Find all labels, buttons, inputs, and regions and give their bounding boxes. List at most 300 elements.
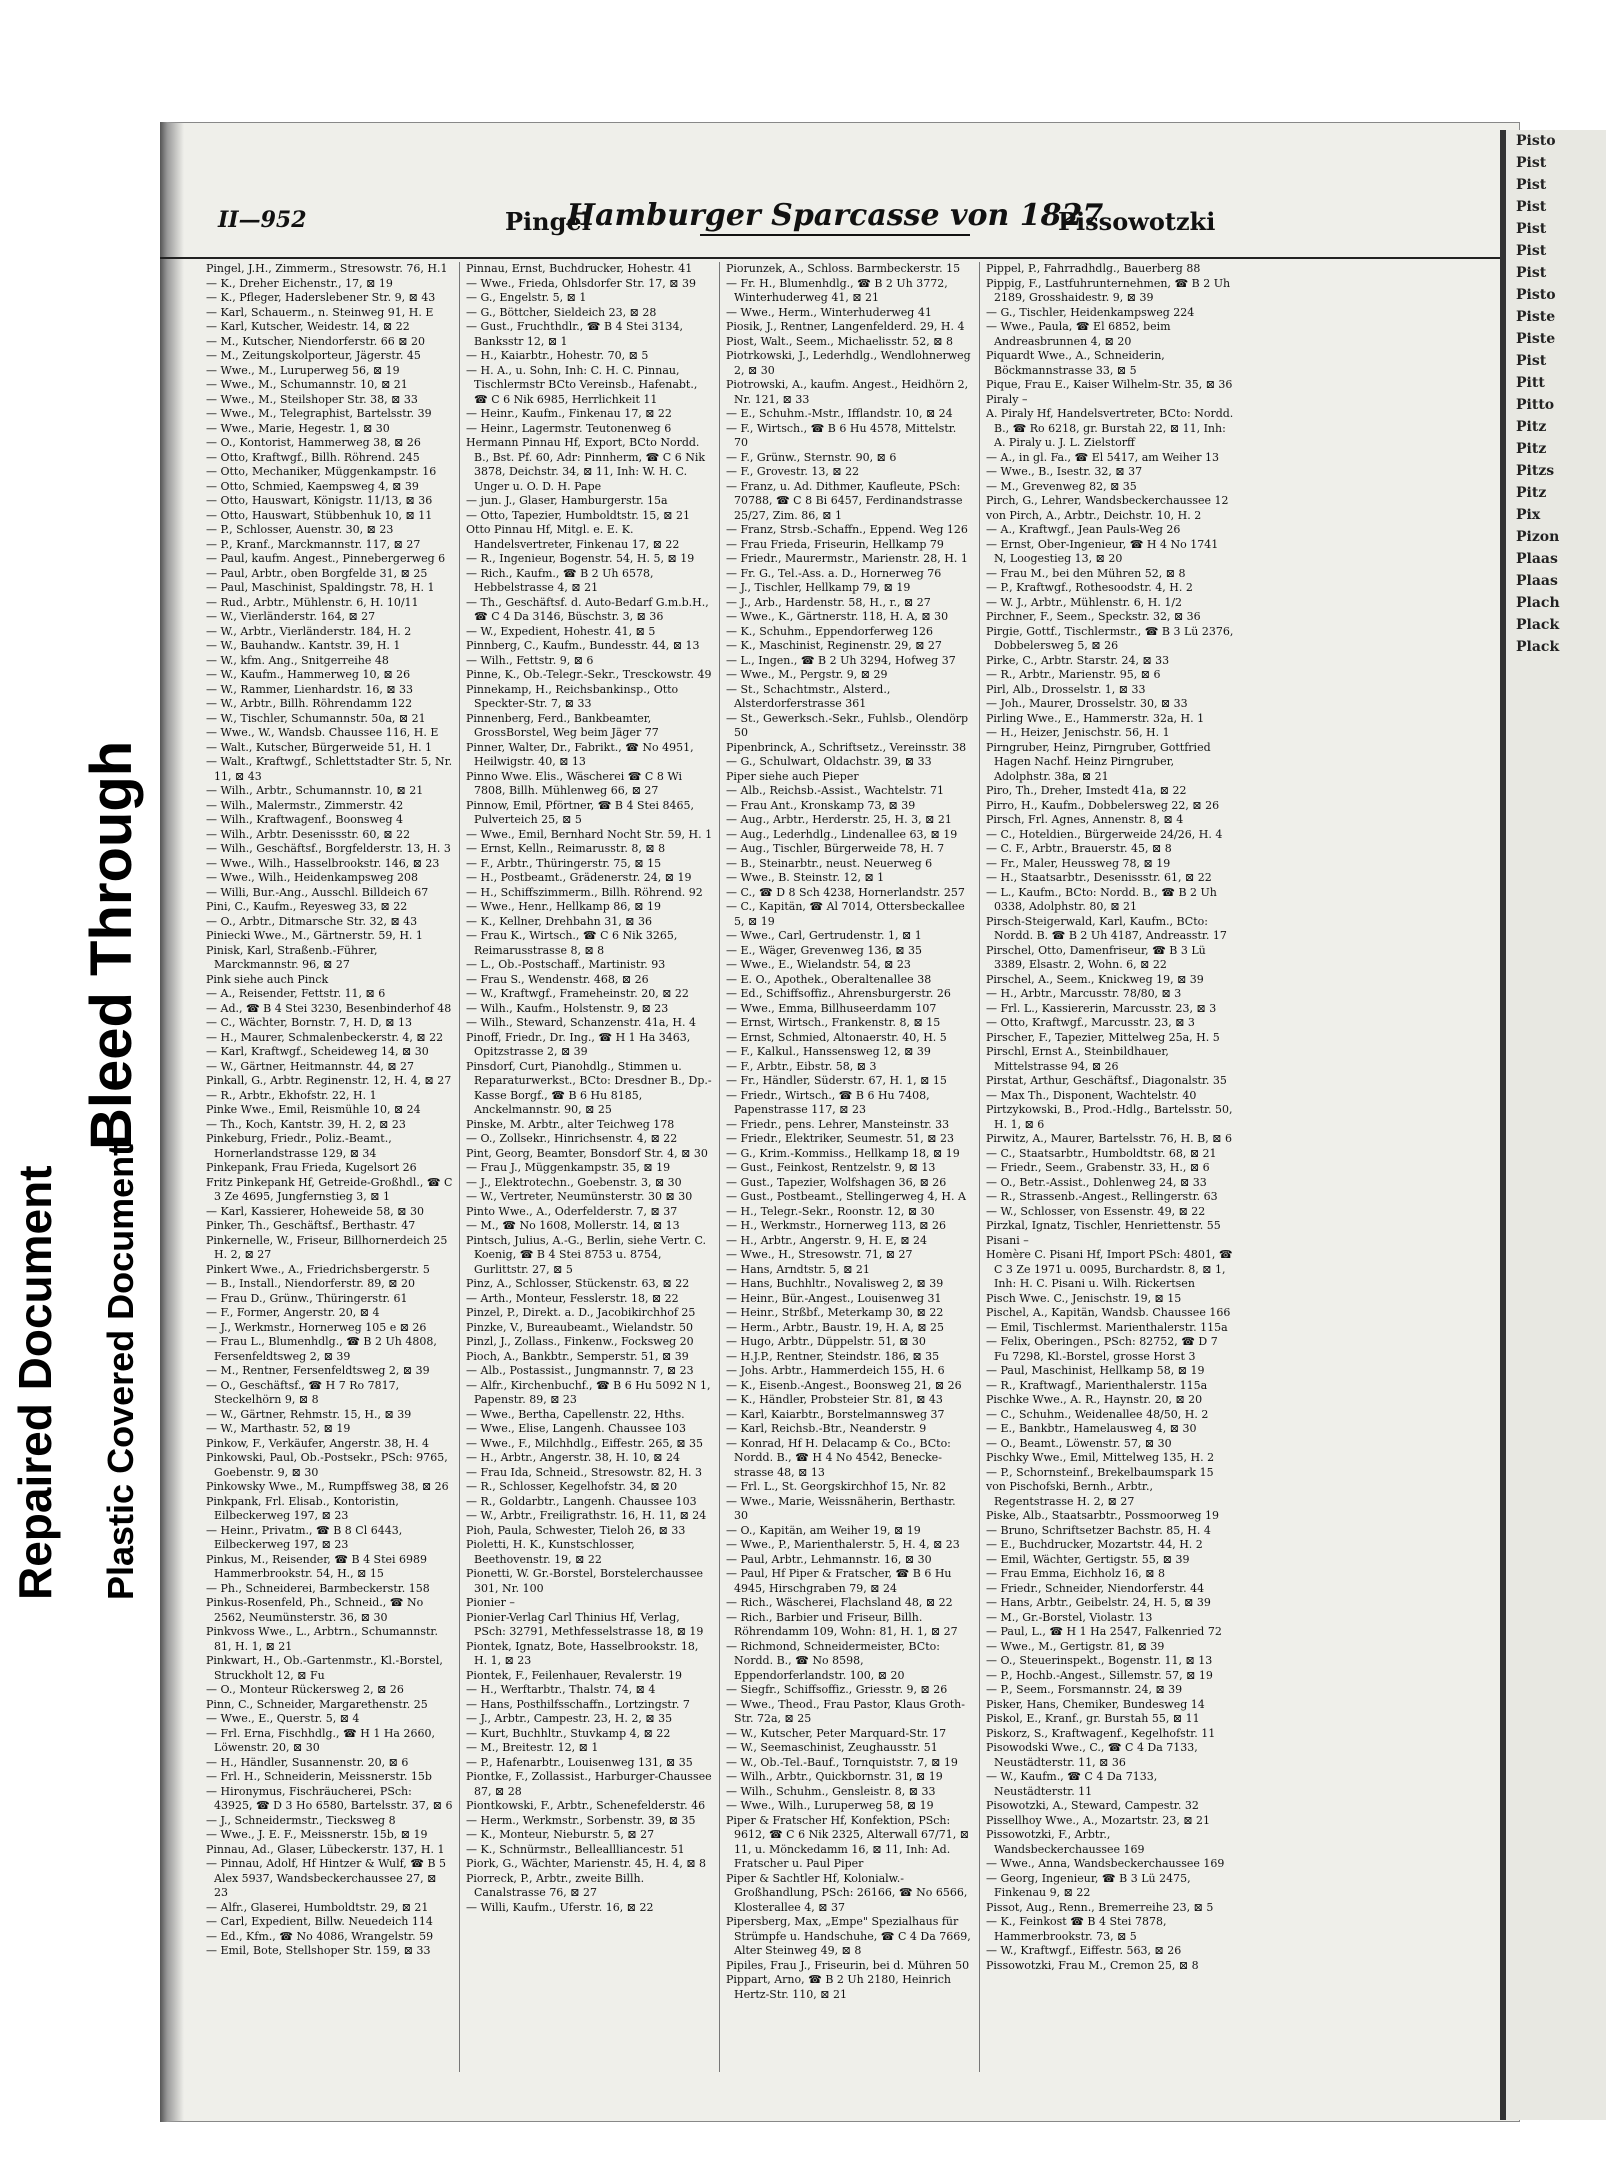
directory-entry: — M., Breitestr. 12, ⊠ 1 bbox=[466, 1741, 599, 1754]
directory-entry: — Georg, Ingenieur, ☎ B 3 Lü 2475, Finkenau 9, ⊠ 22 bbox=[986, 1871, 1191, 1899]
directory-entry: — Karl, Schauerm., n. Steinweg 91, H. E bbox=[206, 305, 434, 319]
directory-entry: — L., Ob.-Postschaff., Martinistr. 93 bbox=[466, 958, 666, 971]
directory-entry: — Wwe., M., Pergstr. 9, ⊠ 29 bbox=[726, 668, 888, 681]
directory-entry: — G., Krim.-Kommiss., Hellkamp 18, ⊠ 19 bbox=[726, 1146, 960, 1160]
directory-entry: — Ernst, Kelln., Reimarusstr. 8, ⊠ 8 bbox=[466, 842, 666, 855]
directory-entry: — F., Grünw., Sternstr. 90, ⊠ 6 bbox=[726, 450, 897, 464]
directory-entry: — W., Arbtr., Vierländerstr. 184, H. 2 bbox=[206, 624, 412, 638]
directory-entry: — Heinr., Kaufm., Finkenau 17, ⊠ 22 bbox=[466, 407, 672, 420]
directory-entry: — Wwe., M., Luruperweg 56, ⊠ 19 bbox=[206, 363, 400, 377]
directory-entry: Pippig, F., Lastfuhrunternehmen, ☎ B 2 Uh 2189, Grosshaidestr. 9, ⊠ 39 bbox=[986, 276, 1231, 304]
directory-entry: — P., Seem., Forsmannstr. 24, ⊠ 39 bbox=[986, 1683, 1183, 1696]
directory-entry: Pirling Wwe., E., Hammerstr. 32a, H. 1 bbox=[986, 711, 1205, 725]
directory-entry: — Wilh., Kaufm., Holstenstr. 9, ⊠ 23 bbox=[466, 1001, 669, 1015]
directory-entry: — Ed., Kfm., ☎ No 4086, Wrangelstr. 59 bbox=[206, 1929, 434, 1943]
directory-entry: — L., Ingen., ☎ B 2 Uh 3294, Hofweg 37 bbox=[726, 653, 956, 667]
directory-entry: — W., Vertreter, Neumünsterstr. 30 ⊠ 30 bbox=[466, 1190, 693, 1203]
directory-entry: — R., Arbtr., Ekhofstr. 22, H. 1 bbox=[206, 1088, 377, 1102]
directory-entry: — W., Arbtr., Freiligrathstr. 16, H. 11, ⊠ 24 bbox=[466, 1509, 707, 1522]
directory-entry: Pirwitz, A., Maurer, Bartelsstr. 76, H. B, ⊠ 6 bbox=[986, 1132, 1232, 1145]
directory-entry: — K., Eisenb.-Angest., Boonsweg 21, ⊠ 26 bbox=[726, 1378, 962, 1392]
directory-entry: Pintsch, Julius, A.-G., Berlin, siehe Vertr. C. Koenig, ☎ B 4 Stei 8753 u. 8754, Gurlittstr. 27, ⊠ 5 bbox=[466, 1233, 707, 1276]
directory-entry: Pisker, Hans, Chemiker, Bundesweg 14 bbox=[986, 1697, 1205, 1711]
directory-entry: — Friedr., Elektriker, Seumestr. 51, ⊠ 23 bbox=[726, 1132, 955, 1145]
directory-entry: — K., Pfleger, Haderslebener Str. 9, ⊠ 43 bbox=[206, 291, 436, 304]
directory-entry: — Hans, Arbtr., Geibelstr. 24, H. 5, ⊠ 39 bbox=[986, 1596, 1211, 1609]
directory-entry: — B., Install., Niendorferstr. 89, ⊠ 20 bbox=[206, 1277, 415, 1290]
directory-entry: Pinkeburg, Friedr., Poliz.-Beamt., Hornerlandstrasse 129, ⊠ 34 bbox=[206, 1132, 392, 1160]
directory-entry: — Fr., Maler, Heussweg 78, ⊠ 19 bbox=[986, 856, 1171, 870]
directory-entry: — Fr. H., Blumenhdlg., ☎ B 2 Uh 3772, Winterhuderweg 41, ⊠ 21 bbox=[726, 276, 948, 304]
directory-entry: — K., Schuhm., Eppendorferweg 126 bbox=[726, 624, 934, 638]
directory-entry: — Friedr., Seem., Grabenstr. 33, H., ⊠ 6 bbox=[986, 1161, 1210, 1174]
directory-entry: — G., Tischler, Heidenkampsweg 224 bbox=[986, 305, 1195, 319]
directory-entry: — Wwe., Emma, Billhuseerdamm 107 bbox=[726, 1001, 937, 1015]
directory-entry: — Rich., Kaufm., ☎ B 2 Uh 6578, Hebbelstrasse 4, ⊠ 21 bbox=[466, 566, 654, 594]
directory-entry: — Alb., Postassist., Jungmannstr. 7, ⊠ 23 bbox=[466, 1364, 694, 1377]
directory-entry: — Heinr., Lagermstr. Teutonenweg 6 bbox=[466, 421, 672, 435]
directory-entry: — Wwe., Carl, Gertrudenstr. 1, ⊠ 1 bbox=[726, 929, 922, 942]
directory-entry: — R., Ingenieur, Bogenstr. 54, H. 5, ⊠ 19 bbox=[466, 552, 695, 565]
directory-entry: — Wwe., W., Wandsb. Chaussee 116, H. E bbox=[206, 726, 439, 739]
directory-entry: — Wwe., M., Steilshoper Str. 38, ⊠ 33 bbox=[206, 392, 418, 406]
directory-entry: — Wilh., Steward, Schanzenstr. 41a, H. 4 bbox=[466, 1016, 697, 1029]
directory-entry: — Walt., Kutscher, Bürgerweide 51, H. 1 bbox=[206, 740, 433, 754]
directory-entry: Pinkow, F., Verkäufer, Angerstr. 38, H. 4 bbox=[206, 1436, 429, 1450]
directory-entry: — W., Kaufm., Hammerweg 10, ⊠ 26 bbox=[206, 668, 411, 681]
directory-entry: — Gust., Feinkost, Rentzelstr. 9, ⊠ 13 bbox=[726, 1161, 936, 1174]
directory-entry: — C., Hoteldien., Bürgerweide 24/26, H. 4 bbox=[986, 827, 1223, 841]
directory-entry: — Aug., Arbtr., Herderstr. 25, H. 3, ⊠ 21 bbox=[726, 813, 952, 826]
edge-entry: Pisto bbox=[1516, 133, 1556, 149]
directory-entry: — Bruno, Schriftsetzer Bachstr. 85, H. 4 bbox=[986, 1523, 1211, 1537]
directory-entry: — Karl, Kutscher, Weidestr. 14, ⊠ 22 bbox=[206, 320, 410, 333]
directory-entry: Piske, Alb., Staatsarbtr., Possmoorweg 19 bbox=[986, 1509, 1219, 1522]
directory-entry: Pinn, C., Schneider, Margarethenstr. 25 bbox=[206, 1697, 428, 1711]
edge-entry: Pist bbox=[1516, 221, 1547, 237]
directory-entry: — Franz, Strsb.-Schaffn., Eppend. Weg 126 bbox=[726, 523, 968, 536]
directory-entry: — R., Goldarbtr., Langenh. Chaussee 103 bbox=[466, 1494, 697, 1508]
directory-entry: — Wwe., Emil, Bernhard Nocht Str. 59, H. 1 bbox=[466, 827, 713, 841]
directory-entry: — R., Kraftwagf., Marienthalerstr. 115a bbox=[986, 1378, 1208, 1392]
directory-entry: — K., Dreher Eichenstr., 17, ⊠ 19 bbox=[206, 276, 393, 290]
directory-entry: — Friedr., pens. Lehrer, Mansteinstr. 33 bbox=[726, 1117, 950, 1131]
directory-entry: — W., Vierländerstr. 164, ⊠ 27 bbox=[206, 610, 376, 623]
directory-entry: — W., Gärtner, Rehmstr. 15, H., ⊠ 39 bbox=[206, 1407, 412, 1421]
repaired-document-label: Repaired Document bbox=[9, 1165, 61, 1600]
directory-entry: Pirschel, Otto, Damenfriseur, ☎ B 3 Lü 3389, Elsastr. 2, Wohn. 6, ⊠ 22 bbox=[986, 943, 1206, 971]
directory-entry: Pinner, Walter, Dr., Fabrikt., ☎ No 4951, Heilwigstr. 40, ⊠ 13 bbox=[466, 740, 694, 768]
directory-entry: — Wilh., Arbtr., Quickbornstr. 31, ⊠ 19 bbox=[726, 1770, 943, 1783]
directory-entry: — Rud., Arbtr., Mühlenstr. 6, H. 10/11 bbox=[206, 595, 419, 609]
directory-entry: — Frau Frieda, Friseurin, Hellkamp 79 bbox=[726, 537, 944, 551]
directory-entry: Pinkus-Rosenfeld, Ph., Schneid., ☎ No 2562, Neumünsterstr. 36, ⊠ 30 bbox=[206, 1596, 424, 1624]
directory-entry: Pissowotzki, F., Arbtr., Wandsbeckerchaussee 169 bbox=[986, 1828, 1145, 1856]
directory-entry: — H., Arbtr., Marcusstr. 78/80, ⊠ 3 bbox=[986, 987, 1182, 1000]
directory-entry: — Max Th., Disponent, Wachtelstr. 40 bbox=[986, 1088, 1197, 1102]
directory-entry: — Ernst, Wirtsch., Frankenstr. 8, ⊠ 15 bbox=[726, 1016, 941, 1029]
directory-entry: — G., Böttcher, Sieldeich 23, ⊠ 28 bbox=[466, 305, 657, 319]
directory-entry: Fritz Pinkepank Hf, Getreide-Großhdl., ☎ C 3 Ze 4695, Jungfernstieg 3, ⊠ 1 bbox=[206, 1175, 453, 1203]
directory-entry: — O., Monteur Rückersweg 2, ⊠ 26 bbox=[206, 1683, 404, 1696]
directory-entry: — R., Schlosser, Kegelhofstr. 34, ⊠ 20 bbox=[466, 1480, 678, 1493]
directory-entry: Pirsch, Frl. Agnes, Annenstr. 8, ⊠ 4 bbox=[986, 813, 1184, 826]
directory-entry: — Aug., Tischler, Bürgerweide 78, H. 7 bbox=[726, 842, 945, 855]
column-1 bbox=[200, 262, 460, 2072]
directory-entry: Pischke Wwe., A. R., Haynstr. 20, ⊠ 20 bbox=[986, 1393, 1203, 1406]
directory-entry: — Th., Koch, Kantstr. 39, H. 2, ⊠ 23 bbox=[206, 1117, 406, 1131]
directory-entry: — H. A., u. Sohn, Inh: C. H. C. Pinnau, Tischlermstr BCto Vereinsb., Hafenabt., ☎ C 6 Nik 6985, Herrlichkeit 11 bbox=[466, 363, 698, 406]
directory-entry: — J., Werkmstr., Hornerweg 105 e ⊠ 26 bbox=[206, 1320, 427, 1334]
directory-entry: Homère C. Pisani Hf, Import PSch: 4801, ☎ C 3 Ze 1971 u. 0095, Burchardstr. 8, ⊠ 1, Inh: H. C. Pisani u. Wilh. Rickertsen bbox=[986, 1248, 1233, 1290]
directory-entry: Pini, C., Kaufm., Reyesweg 33, ⊠ 22 bbox=[206, 900, 408, 913]
directory-entry: — Wilh., Arbtr., Schumannstr. 10, ⊠ 21 bbox=[206, 784, 424, 797]
directory-entry: — jun. J., Glaser, Hamburgerstr. 15a bbox=[466, 494, 668, 507]
directory-entry: — Friedr., Schneider, Niendorferstr. 44 bbox=[986, 1581, 1205, 1595]
directory-entry: Pirl, Alb., Drosselstr. 1, ⊠ 33 bbox=[986, 682, 1146, 696]
directory-entry: — G., Schulwart, Oldachstr. 39, ⊠ 33 bbox=[726, 755, 932, 768]
directory-entry: — Friedr., Maurermstr., Marienstr. 28, H. 1 bbox=[726, 552, 968, 565]
directory-entry: — J., Schneidermstr., Tiecksweg 8 bbox=[206, 1813, 396, 1827]
edge-entry: Pitz bbox=[1516, 485, 1547, 501]
directory-entry: — Paul, Arbtr., Lehmannstr. 16, ⊠ 30 bbox=[726, 1552, 932, 1566]
directory-entry: — Wilh., Fettstr. 9, ⊠ 6 bbox=[466, 653, 594, 667]
directory-entry: — Johs. Arbtr., Hammerdeich 155, H. 6 bbox=[726, 1364, 945, 1377]
directory-entry: — Heinr., Strßbf., Meterkamp 30, ⊠ 22 bbox=[726, 1306, 944, 1319]
directory-entry: — Wwe., P., Marienthalerstr. 5, H. 4, ⊠ 23 bbox=[726, 1538, 960, 1551]
directory-entry: — St., Schachtmstr., Alsterd., Alsterdorferstrasse 361 bbox=[726, 682, 891, 710]
directory-entry: — Hans, Buchhltr., Novalisweg 2, ⊠ 39 bbox=[726, 1277, 944, 1290]
directory-entry: — O., Kontorist, Hammerweg 38, ⊠ 26 bbox=[206, 436, 421, 449]
directory-entry: Pippel, P., Fahrradhdlg., Bauerberg 88 bbox=[986, 262, 1201, 275]
directory-entry: — W., Kraftwgf., Eiffestr. 563, ⊠ 26 bbox=[986, 1944, 1182, 1957]
directory-entry: — Konrad, Hf H. Delacamp & Co., BCto: Nordd. B., ☎ H 4 No 4542, Benecke-strasse 48, ⊠ 13 bbox=[726, 1436, 951, 1479]
directory-entry: — Otto, Hauswart, Königstr. 11/13, ⊠ 36 bbox=[206, 494, 433, 507]
directory-entry: — Wwe., B. Steinstr. 12, ⊠ 1 bbox=[726, 871, 885, 884]
banner-text: Hamburger Sparcasse von 1827 bbox=[566, 198, 1104, 233]
directory-entry: Otto Pinnau Hf, Mitgl. e. E. K. Handelsvertreter, Finkenau 17, ⊠ 22 bbox=[466, 523, 680, 551]
directory-entry: — Frau J., Müggenkampstr. 35, ⊠ 19 bbox=[466, 1161, 671, 1174]
directory-entry: — A., Reisender, Fettstr. 11, ⊠ 6 bbox=[206, 987, 386, 1000]
directory-entry: Pisani – bbox=[986, 1233, 1029, 1247]
directory-entry: — Carl, Expedient, Billw. Neuedeich 114 bbox=[206, 1915, 433, 1928]
directory-entry: — Paul, Hf Piper & Fratscher, ☎ B 6 Hu 4945, Hirschgraben 79, ⊠ 24 bbox=[726, 1567, 952, 1595]
directory-entry: — Fr. G., Tel.-Ass. a. D., Hornerweg 76 bbox=[726, 566, 942, 580]
directory-entry: Pipenbrinck, A., Schriftsetz., Vereinsstr. 38 bbox=[726, 740, 967, 754]
binding-shadow bbox=[160, 122, 184, 2122]
directory-entry: — W., Schlosser, von Essenstr. 49, ⊠ 22 bbox=[986, 1204, 1206, 1218]
directory-entry: Piontke, F., Zollassist., Harburger-Chaussee 87, ⊠ 28 bbox=[466, 1770, 712, 1798]
directory-entry: — Wilh., Arbtr. Desenissstr. 60, ⊠ 22 bbox=[206, 827, 411, 841]
directory-entry: Pinkowsky Wwe., M., Rumpffsweg 38, ⊠ 26 bbox=[206, 1480, 449, 1493]
directory-entry: — Wwe., Anna, Wandsbeckerchaussee 169 bbox=[986, 1857, 1225, 1870]
directory-entry: Piper & Fratscher Hf, Konfektion, PSch: 9612, ☎ C 6 Nik 2325, Alterwall 67/71, ⊠ 11, u. Mönckedamm 16, ⊠ 11, Inh: Ad. Fratscher u. Paul Piper bbox=[726, 1813, 969, 1870]
directory-entry: — Wilh., Schuhm., Gensleistr. 8, ⊠ 33 bbox=[726, 1784, 936, 1798]
directory-entry: — Heinr., Bür.-Angest., Louisenweg 31 bbox=[726, 1291, 942, 1305]
directory-entry: — St., Gewerksch.-Sekr., Fuhlsb., Olendörp 50 bbox=[726, 711, 969, 739]
directory-entry: Pirschel, A., Seem., Knickweg 19, ⊠ 39 bbox=[986, 972, 1204, 986]
directory-entry: — Otto, Tapezier, Humboldtstr. 15, ⊠ 21 bbox=[466, 508, 690, 522]
directory-entry: Piper siehe auch Pieper bbox=[726, 769, 859, 783]
directory-entry: — M., Grevenweg 82, ⊠ 35 bbox=[986, 479, 1137, 493]
directory-entry: — W., kfm. Ang., Snitgerreihe 48 bbox=[206, 653, 389, 667]
directory-entry: — Hugo, Arbtr., Düppelstr. 51, ⊠ 30 bbox=[726, 1335, 926, 1348]
directory-entry: — K., Monteur, Nieburstr. 5, ⊠ 27 bbox=[466, 1828, 655, 1841]
directory-entry: Pinnekamp, H., Reichsbankinsp., Otto Speckter-Str. 7, ⊠ 33 bbox=[466, 682, 679, 710]
directory-entry: — W. J., Arbtr., Mühlenstr. 6, H. 1/2 bbox=[986, 595, 1183, 609]
directory-entry: — Ad., ☎ B 4 Stei 3230, Besenbinderhof 48 bbox=[206, 1001, 452, 1015]
directory-entry: — Aug., Lederhdlg., Lindenallee 63, ⊠ 19 bbox=[726, 827, 958, 841]
edge-entry: Pist bbox=[1516, 243, 1547, 259]
directory-entry: Pioch, A., Bankbtr., Semperstr. 51, ⊠ 39 bbox=[466, 1349, 689, 1363]
directory-entry: — W., Marthastr. 52, ⊠ 19 bbox=[206, 1422, 351, 1435]
directory-entry: Pirro, H., Kaufm., Dobbelersweg 22, ⊠ 26 bbox=[986, 798, 1220, 812]
directory-entry: Pisch Wwe. C., Jenischstr. 19, ⊠ 15 bbox=[986, 1291, 1182, 1305]
edge-entry: Pist bbox=[1516, 199, 1547, 215]
edge-entry: Piste bbox=[1516, 309, 1556, 325]
directory-entry: — Th., Geschäftsf. d. Auto-Bedarf G.m.b.H., ☎ C 4 Da 3146, Büschstr. 3, ⊠ 36 bbox=[466, 595, 709, 623]
directory-entry: — Wilh., Kraftwagenf., Boonsweg 4 bbox=[206, 813, 404, 826]
directory-entry: — Alb., Reichsb.-Assist., Wachtelstr. 71 bbox=[726, 784, 944, 797]
directory-entry: — H., Kaiarbtr., Hohestr. 70, ⊠ 5 bbox=[466, 349, 649, 362]
directory-entry: — O., Geschäftsf., ☎ H 7 Ro 7817, Steckelhörn 9, ⊠ 8 bbox=[206, 1378, 400, 1406]
directory-entry: — Wwe., Herm., Winterhuderweg 41 bbox=[726, 305, 932, 319]
directory-entry: — Frl. L., Kassiererin, Marcusstr. 23, ⊠ 3 bbox=[986, 1001, 1217, 1015]
sparcasse-banner-logo bbox=[566, 177, 1104, 247]
directory-entry: — R., Arbtr., Marienstr. 95, ⊠ 6 bbox=[986, 668, 1161, 681]
directory-entry: — Rich., Wäscherei, Flachsland 48, ⊠ 22 bbox=[726, 1596, 953, 1609]
directory-entry: — Frau D., Grünw., Thüringerstr. 61 bbox=[206, 1291, 408, 1305]
directory-entry: Pissowotzki, Frau M., Cremon 25, ⊠ 8 bbox=[986, 1958, 1199, 1972]
directory-entry: Piniecki Wwe., M., Gärtnerstr. 59, H. 1 bbox=[206, 929, 423, 942]
directory-entry: Pinzel, P., Direkt. a. D., Jacobikirchhof 25 bbox=[466, 1306, 696, 1319]
directory-entry: Piro, Th., Dreher, Imstedt 41a, ⊠ 22 bbox=[986, 784, 1187, 797]
directory-entry: Pinkert Wwe., A., Friedrichsbergerstr. 5 bbox=[206, 1262, 430, 1276]
directory-entry: — Fr., Händler, Süderstr. 67, H. 1, ⊠ 15 bbox=[726, 1074, 947, 1087]
directory-entry: Piontkowski, F., Arbtr., Schenefelderstr. 46 bbox=[466, 1799, 706, 1812]
directory-entry: — K., Händler, Probsteier Str. 81, ⊠ 43 bbox=[726, 1393, 943, 1406]
directory-entry: — Hironymus, Fischräucherei, PSch: 43925, ☎ D 3 Ho 6580, Bartelsstr. 37, ⊠ 6 bbox=[206, 1784, 453, 1812]
directory-entry: — Wwe., Marie, Weissnäherin, Berthastr. 30 bbox=[726, 1494, 956, 1522]
directory-entry: Pinkowski, Paul, Ob.-Postsekr., PSch: 9765, Goebenstr. 9, ⊠ 30 bbox=[206, 1451, 448, 1479]
directory-entry: — W., Expedient, Hohestr. 41, ⊠ 5 bbox=[466, 624, 656, 638]
directory-entry: — Wwe., E., Wielandstr. 54, ⊠ 23 bbox=[726, 958, 911, 971]
directory-entry: Pink siehe auch Pinck bbox=[206, 972, 329, 986]
directory-entry: Piosik, J., Rentner, Langenfelderd. 29, H. 4 bbox=[726, 320, 965, 333]
directory-entry: — G., Engelstr. 5, ⊠ 1 bbox=[466, 291, 587, 304]
directory-entry: — H., Staatsarbtr., Desenissstr. 61, ⊠ 22 bbox=[986, 871, 1212, 884]
directory-entry: — Wwe., Wilh., Heidenkampsweg 208 bbox=[206, 871, 418, 884]
directory-entry: Pinzke, V., Bureaubeamt., Wielandstr. 50 bbox=[466, 1320, 693, 1334]
directory-entry: Piorunzek, A., Schloss. Barmbeckerstr. 15 bbox=[726, 262, 961, 275]
bleed-through-label: Bleed Through bbox=[79, 740, 144, 1150]
directory-entry: — Otto, Schmied, Kaempsweg 4, ⊠ 39 bbox=[206, 479, 419, 493]
directory-entry: Pinoff, Friedr., Dr. Ing., ☎ H 1 Ha 3463, Opitzstrasse 2, ⊠ 39 bbox=[466, 1030, 691, 1058]
edge-entry: Pitz bbox=[1516, 441, 1547, 457]
directory-entry: — Frau S., Wendenstr. 468, ⊠ 26 bbox=[466, 972, 649, 986]
directory-entry: Pionier-Verlag Carl Thinius Hf, Verlag, PSch: 32791, Methfesselstrasse 18, ⊠ 19 bbox=[466, 1610, 704, 1638]
directory-entry: — Wwe., Bertha, Capellenstr. 22, Hths. bbox=[466, 1407, 685, 1421]
directory-entry: Pinker, Th., Geschäftsf., Berthastr. 47 bbox=[206, 1219, 416, 1232]
directory-entry: Pisowodski Wwe., C., ☎ C 4 Da 7133, Neustädterstr. 11, ⊠ 36 bbox=[986, 1741, 1198, 1769]
directory-entry: — J., Arbtr., Campestr. 23, H. 2, ⊠ 35 bbox=[466, 1712, 673, 1725]
directory-entry: — O., Beamt., Löwenstr. 57, ⊠ 30 bbox=[986, 1436, 1172, 1450]
directory-entry: — Wwe., J. E. F., Meissnerstr. 15b, ⊠ 19 bbox=[206, 1828, 428, 1841]
directory-entry: Pingel, J.H., Zimmerm., Stresowstr. 76, H.1 bbox=[206, 262, 448, 275]
directory-entry: — Gust., Postbeamt., Stellingerweg 4, H. A bbox=[726, 1190, 966, 1203]
edge-entry: Pist bbox=[1516, 265, 1547, 281]
directory-entry: Pinnow, Emil, Pförtner, ☎ B 4 Stei 8465, Pulverteich 25, ⊠ 5 bbox=[466, 798, 694, 826]
directory-entry: Pinkepank, Frau Frieda, Kugelsort 26 bbox=[206, 1161, 417, 1174]
edge-entry: Plaas bbox=[1516, 573, 1558, 589]
page-header bbox=[160, 177, 1520, 259]
directory-entry: Pirch, G., Lehrer, Wandsbeckerchaussee 12 bbox=[986, 494, 1229, 507]
directory-entry: Pischky Wwe., Emil, Mittelweg 135, H. 2 bbox=[986, 1451, 1215, 1464]
directory-entry: — P., Hochb.-Angest., Sillemstr. 57, ⊠ 19 bbox=[986, 1668, 1213, 1682]
directory-entry: — H., Heizer, Jenischstr. 56, H. 1 bbox=[986, 726, 1170, 739]
directory-entry: — C., Schuhm., Weidenallee 48/50, H. 2 bbox=[986, 1407, 1209, 1421]
directory-entry: — C., Kapitän, ☎ Al 7014, Ottersbeckallee 5, ⊠ 19 bbox=[726, 900, 965, 928]
directory-entry: Piskol, E., Kranf., gr. Burstah 55, ⊠ 11 bbox=[986, 1712, 1200, 1725]
directory-entry: — Frau Ida, Schneid., Stresowstr. 82, H. 3 bbox=[466, 1465, 702, 1479]
directory-entry: — O., Arbtr., Ditmarsche Str. 32, ⊠ 43 bbox=[206, 914, 418, 928]
directory-entry: — Hans, Posthilfsschaffn., Lortzingstr. 7 bbox=[466, 1697, 690, 1711]
directory-entry: — O., Betr.-Assist., Dohlenweg 24, ⊠ 33 bbox=[986, 1175, 1207, 1189]
directory-entry: — Walt., Kraftwgf., Schlettstadter Str. 5, Nr. 11, ⊠ 43 bbox=[206, 755, 453, 783]
directory-entry: — H., Arbtr., Angerstr. 9, H. E, ⊠ 24 bbox=[726, 1233, 928, 1247]
directory-entry: — H., Arbtr., Angerstr. 38, H. 10, ⊠ 24 bbox=[466, 1451, 681, 1464]
column-2 bbox=[460, 262, 720, 2072]
directory-entry: — Frau K., Wirtsch., ☎ C 6 Nik 3265, Reimarusstrasse 8, ⊠ 8 bbox=[466, 929, 678, 957]
directory-entry: — Karl, Reichsb.-Btr., Neanderstr. 9 bbox=[726, 1422, 927, 1435]
directory-entry: Pipersberg, Max, „Empe" Spezialhaus für Strümpfe u. Handschuhe, ☎ C 4 Da 7669, Alter Steinweg 49, ⊠ 8 bbox=[726, 1915, 971, 1957]
edge-entry: Pist bbox=[1516, 353, 1547, 369]
edge-entry: Pitt bbox=[1516, 375, 1545, 391]
directory-entry: Piork, G., Wächter, Marienstr. 45, H. 4, ⊠ 8 bbox=[466, 1857, 707, 1870]
directory-entry: — Karl, Kaiarbtr., Borstelmannsweg 37 bbox=[726, 1407, 945, 1421]
directory-entry: Pinkall, G., Arbtr. Reginenstr. 12, H. 4, ⊠ 27 bbox=[206, 1074, 452, 1087]
directory-entry: — H., Händler, Susannenstr. 20, ⊠ 6 bbox=[206, 1755, 409, 1769]
directory-entry: — Emil, Tischlermst. Marienthalerstr. 115a bbox=[986, 1320, 1228, 1334]
directory-entry: — Alfr., Kirchenbuchf., ☎ B 6 Hu 5092 N 1, Papenstr. 89, ⊠ 23 bbox=[466, 1378, 711, 1406]
edge-entry: Pisto bbox=[1516, 287, 1556, 303]
directory-entry: Pinne, K., Ob.-Telegr.-Sekr., Tresckowstr. 49 bbox=[466, 668, 712, 681]
directory-entry: — W., Arbtr., Billh. Röhrendamm 122 bbox=[206, 697, 413, 710]
directory-entry: — Otto, Kraftwgf., Billh. Röhrend. 245 bbox=[206, 450, 420, 464]
directory-entry: — Ph., Schneiderei, Barmbeckerstr. 158 bbox=[206, 1581, 430, 1595]
directory-entry: Pinisk, Karl, Straßenb.-Führer, Marckmannstr. 96, ⊠ 27 bbox=[206, 943, 378, 971]
directory-entry: von Pirch, A., Arbtr., Deichstr. 10, H. 2 bbox=[986, 508, 1202, 522]
directory-entry: — Frau L., Blumenhdlg., ☎ B 2 Uh 4808, Fersenfeldtsweg 2, ⊠ 39 bbox=[206, 1335, 437, 1363]
directory-entry: Piraly – bbox=[986, 392, 1028, 406]
page-number: II—952 bbox=[218, 207, 307, 233]
directory-entry: — C. F., Arbtr., Brauerstr. 45, ⊠ 8 bbox=[986, 842, 1172, 855]
column-3 bbox=[720, 262, 980, 2072]
directory-entry: — Wilh., Geschäftsf., Borgfelderstr. 13, H. 3 bbox=[206, 842, 451, 855]
directory-entry: — Ernst, Schmied, Altonaerstr. 40, H. 5 bbox=[726, 1030, 947, 1044]
directory-entry: — Otto, Hauswart, Stübbenhuk 10, ⊠ 11 bbox=[206, 508, 433, 522]
directory-entry: — O., Zollsekr., Hinrichsenstr. 4, ⊠ 22 bbox=[466, 1132, 678, 1145]
directory-entry: — O., Steuerinspekt., Bogenstr. 11, ⊠ 13 bbox=[986, 1654, 1213, 1667]
directory-entry: — M., Gr.-Borstel, Violastr. 13 bbox=[986, 1610, 1153, 1624]
directory-entry: Piontek, F., Feilenhauer, Revalerstr. 19 bbox=[466, 1668, 683, 1682]
directory-entry: — H., Werftarbtr., Thalstr. 74, ⊠ 4 bbox=[466, 1683, 656, 1696]
directory-page bbox=[160, 122, 1520, 2122]
directory-entry: Piontek, Ignatz, Bote, Hasselbrookstr. 18, H. 1, ⊠ 23 bbox=[466, 1639, 699, 1667]
directory-entry: — J., Tischler, Hellkamp 79, ⊠ 19 bbox=[726, 581, 911, 594]
directory-entry: — Herm., Arbtr., Baustr. 19, H. A, ⊠ 25 bbox=[726, 1320, 945, 1334]
directory-entry: — C., ☎ D 8 Sch 4238, Hornerlandstr. 257 bbox=[726, 885, 965, 899]
directory-entry: — Wwe., Theod., Frau Pastor, Klaus Groth-Str. 72a, ⊠ 25 bbox=[726, 1697, 965, 1725]
adjacent-page-edge bbox=[1500, 130, 1606, 2120]
column-4 bbox=[980, 262, 1240, 2072]
directory-entry: — Richmond, Schneidermeister, BCto: Nordd. B., ☎ No 8598, Eppendorferlandstr. 100, ⊠ 20 bbox=[726, 1639, 940, 1682]
directory-entry: — Wwe., B., Isestr. 32, ⊠ 37 bbox=[986, 465, 1143, 478]
directory-entry: Pinsdorf, Curt, Pianohdlg., Stimmen u. Reparaturwerkst., BCto: Dresdner B., Dp.-Kasse Borgf., ☎ B 6 Hu 8185, Anckelmannstr. 90, ⊠ 25 bbox=[466, 1059, 712, 1116]
directory-entry: — Wwe., Frieda, Ohlsdorfer Str. 17, ⊠ 39 bbox=[466, 276, 696, 290]
directory-entry: — Wwe., Wilh., Luruperweg 58, ⊠ 19 bbox=[726, 1799, 934, 1812]
directory-entry: — F., Kalkul., Hanssensweg 12, ⊠ 39 bbox=[726, 1045, 931, 1058]
directory-entry: — Joh., Maurer, Drosselstr. 30, ⊠ 33 bbox=[986, 697, 1188, 710]
listing-columns bbox=[200, 262, 1520, 2072]
directory-entry: — Gust., Fruchthdlr., ☎ B 4 Stei 3134, Banksstr 12, ⊠ 1 bbox=[466, 320, 683, 348]
directory-entry: — Ernst, Ober-Ingenieur, ☎ H 4 No 1741 N, Loogestieg 13, ⊠ 20 bbox=[986, 537, 1219, 565]
directory-entry: Pirchner, F., Seem., Speckstr. 32, ⊠ 36 bbox=[986, 610, 1201, 623]
directory-entry: — J., Arb., Hardenstr. 58, H., r., ⊠ 27 bbox=[726, 595, 931, 609]
directory-entry: Pint, Georg, Beamter, Bonsdorf Str. 4, ⊠ 30 bbox=[466, 1146, 708, 1160]
directory-entry: — Herm., Werkmstr., Sorbenstr. 39, ⊠ 35 bbox=[466, 1813, 696, 1827]
directory-entry: Pirstat, Arthur, Geschäftsf., Diagonalstr. 35 bbox=[986, 1074, 1227, 1087]
directory-entry: — E., Wäger, Grevenweg 136, ⊠ 35 bbox=[726, 943, 923, 957]
header-last-name: Pissowotzki bbox=[1058, 207, 1216, 236]
directory-entry: — Wwe., F., Milchhdlg., Eiffestr. 265, ⊠ 35 bbox=[466, 1436, 704, 1450]
edge-entry: Pizon bbox=[1516, 529, 1560, 545]
directory-entry: — P., Schlosser, Auenstr. 30, ⊠ 23 bbox=[206, 523, 394, 536]
directory-entry: Pirzkal, Ignatz, Tischler, Henriettenstr. 55 bbox=[986, 1219, 1221, 1232]
directory-entry: Pissot, Aug., Renn., Bremerreihe 23, ⊠ 5 bbox=[986, 1900, 1214, 1914]
directory-entry: A. Piraly Hf, Handelsvertreter, BCto: Nordd. B., ☎ Ro 6218, gr. Burstah 22, ⊠ 11, Inh: A. Piraly u. J. L. Zielstorff bbox=[986, 407, 1234, 449]
directory-entry: — E. O., Apothek., Oberaltenallee 38 bbox=[726, 972, 932, 986]
directory-entry: — Wwe., M., Telegraphist, Bartelsstr. 39 bbox=[206, 407, 432, 420]
directory-entry: — W., Tischler, Schumannstr. 50a, ⊠ 21 bbox=[206, 711, 426, 725]
directory-entry: — M., Zeitungskolporteur, Jägerstr. 45 bbox=[206, 349, 421, 362]
directory-entry: — E., Bankbtr., Hamelausweg 4, ⊠ 30 bbox=[986, 1422, 1197, 1435]
directory-entry: Pirtzykowski, B., Prod.-Hdlg., Bartelsstr. 50, H. 1, ⊠ 6 bbox=[986, 1103, 1233, 1131]
directory-entry: Pissellhoy Wwe., A., Mozartstr. 23, ⊠ 21 bbox=[986, 1813, 1211, 1827]
directory-entry: — Frau Ant., Kronskamp 73, ⊠ 39 bbox=[726, 798, 916, 812]
directory-entry: Pioletti, H. K., Kunstschlosser, Beethovenstr. 19, ⊠ 22 bbox=[466, 1538, 635, 1566]
directory-entry: Pinske, M. Arbtr., alter Teichweg 178 bbox=[466, 1117, 675, 1131]
edge-entry: Pitto bbox=[1516, 397, 1555, 413]
directory-entry: Pinno Wwe. Elis., Wäscherei ☎ C 8 Wi 7808, Billh. Mühlenweg 66, ⊠ 27 bbox=[466, 769, 682, 797]
directory-entry: — Willi, Kaufm., Uferstr. 16, ⊠ 22 bbox=[466, 1900, 654, 1914]
directory-entry: Pinzl, J., Zollass., Finkenw., Focksweg 20 bbox=[466, 1335, 694, 1348]
directory-entry: Hermann Pinnau Hf, Export, BCto Nordd. B., Bst. Pf. 60, Adr: Pinnherm, ☎ C 6 Nik 3878, Deichstr. 34, ⊠ 11, Inh: W. H. C. Unger u. O. D. H. Pape bbox=[466, 436, 706, 493]
directory-entry: — Siegfr., Schiffsoffiz., Griesstr. 9, ⊠ 26 bbox=[726, 1683, 948, 1696]
directory-entry: — Franz, u. Ad. Dithmer, Kaufleute, PSch: 70788, ☎ C 8 Bi 6457, Ferdinandstrasse 25/27, Zim. 86, ⊠ 1 bbox=[726, 479, 963, 522]
edge-entry: Pist bbox=[1516, 155, 1547, 171]
directory-entry: — Friedr., Wirtsch., ☎ B 6 Hu 7408, Papenstrasse 117, ⊠ 23 bbox=[726, 1088, 930, 1116]
directory-entry: — Frl. L., St. Georgskirchhof 15, Nr. 82 bbox=[726, 1480, 947, 1493]
directory-entry: Piquardt Wwe., A., Schneiderin, Böckmannstrasse 33, ⊠ 5 bbox=[986, 349, 1165, 377]
directory-entry: Pinz, A., Schlosser, Stückenstr. 63, ⊠ 22 bbox=[466, 1277, 690, 1290]
directory-entry: Pinkvoss Wwe., L., Arbtrn., Schumannstr. 81, H. 1, ⊠ 21 bbox=[206, 1625, 438, 1653]
directory-entry: — Heinr., Privatm., ☎ B 8 Cl 6443, Eilbeckerweg 197, ⊠ 23 bbox=[206, 1523, 403, 1551]
directory-entry: — K., Feinkost ☎ B 4 Stei 7878, Hammerbrookstr. 73, ⊠ 5 bbox=[986, 1915, 1167, 1943]
directory-entry: Piotrkowski, J., Lederhdlg., Wendlohnerweg 2, ⊠ 30 bbox=[726, 349, 971, 377]
directory-entry: — Paul, Arbtr., oben Borgfelde 31, ⊠ 25 bbox=[206, 566, 428, 580]
directory-entry: — H., Telegr.-Sekr., Roonstr. 12, ⊠ 30 bbox=[726, 1204, 935, 1218]
